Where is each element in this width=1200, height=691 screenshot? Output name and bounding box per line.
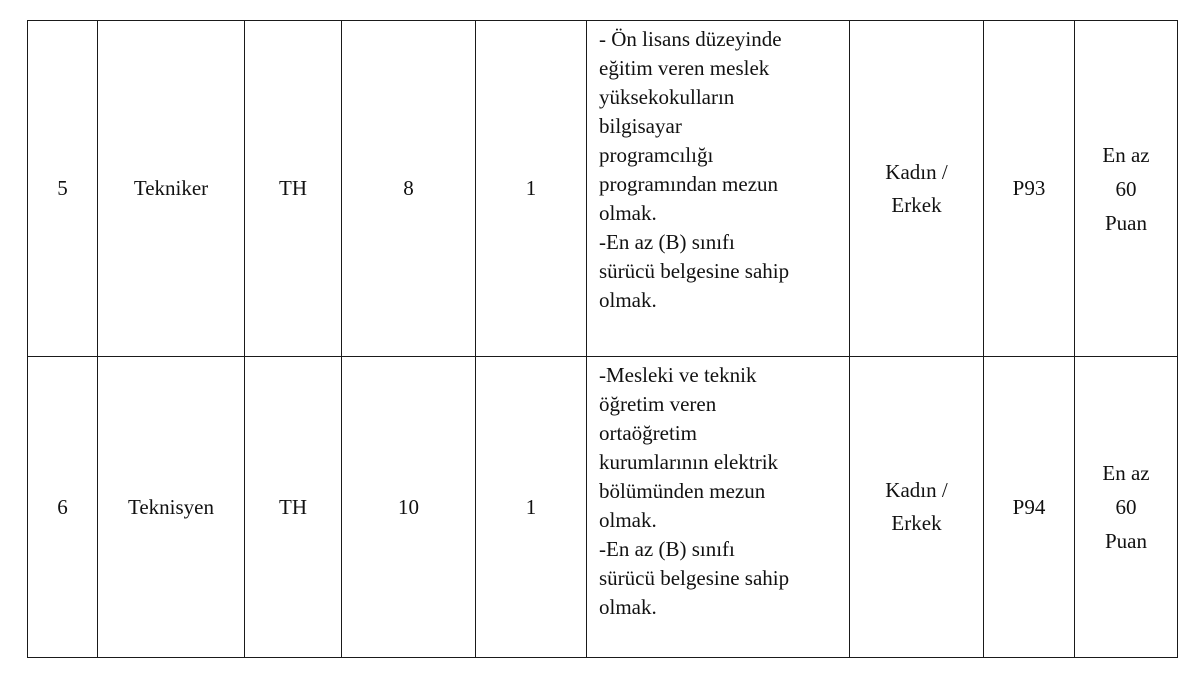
requirement-line: yüksekokulların: [599, 85, 735, 109]
requirement-line: olmak.: [599, 201, 657, 225]
row-number-cell: 5: [28, 21, 98, 357]
requirement-line: olmak.: [599, 595, 657, 619]
kpss-code-cell: P93: [984, 21, 1075, 357]
class-cell: TH: [245, 357, 342, 658]
class-cell: TH: [245, 21, 342, 357]
row-number-cell: 6: [28, 357, 98, 658]
grade-cell: 10: [342, 357, 476, 658]
position-title-cell: Teknisyen: [98, 357, 245, 658]
score-line: 60: [1115, 495, 1137, 519]
requirement-line: -Mesleki ve teknik: [599, 363, 757, 387]
count-cell: 1: [476, 21, 587, 357]
staff-positions-table: [27, 20, 1178, 658]
grade-cell: 8: [342, 21, 476, 357]
requirement-line: programından mezun: [599, 172, 779, 196]
table-row: [28, 357, 1178, 658]
position-title-cell: Tekniker: [98, 21, 245, 357]
requirement-line: olmak.: [599, 508, 657, 532]
score-line: Puan: [1104, 529, 1147, 553]
table-row: [28, 21, 1178, 357]
score-line: En az: [1102, 461, 1150, 485]
requirements-cell: [587, 21, 850, 357]
gender-line: Erkek: [891, 511, 942, 535]
requirement-line: -En az (B) sınıfı: [599, 537, 735, 561]
requirement-line: bilgisayar: [599, 114, 682, 138]
score-line: Puan: [1104, 210, 1147, 235]
min-score-cell: [1075, 21, 1178, 357]
requirement-line: bölümünden mezun: [599, 479, 766, 503]
score-line: En az: [1102, 142, 1150, 167]
requirement-line: -En az (B) sınıfı: [599, 230, 735, 254]
min-score-cell: [1075, 357, 1178, 658]
requirement-line: ortaöğretim: [599, 421, 697, 445]
count-cell: 1: [476, 357, 587, 658]
requirement-line: olmak.: [599, 288, 657, 312]
requirement-line: kurumlarının elektrik: [599, 450, 779, 474]
gender-line: Erkek: [891, 192, 942, 217]
requirements-cell: [587, 357, 850, 658]
requirement-line: sürücü belgesine sahip: [599, 259, 790, 283]
gender-line: Kadın /: [885, 478, 948, 502]
gender-line: Kadın /: [885, 159, 948, 184]
kpss-code-cell: P94: [984, 357, 1075, 658]
requirement-line: - Ön lisans düzeyinde: [599, 27, 782, 51]
gender-cell: [850, 357, 984, 658]
requirement-line: programcılığı: [599, 143, 714, 167]
score-line: 60: [1115, 176, 1137, 201]
requirement-line: öğretim veren: [599, 392, 717, 416]
requirement-line: sürücü belgesine sahip: [599, 566, 790, 590]
requirement-line: eğitim veren meslek: [599, 56, 770, 80]
gender-cell: [850, 21, 984, 357]
